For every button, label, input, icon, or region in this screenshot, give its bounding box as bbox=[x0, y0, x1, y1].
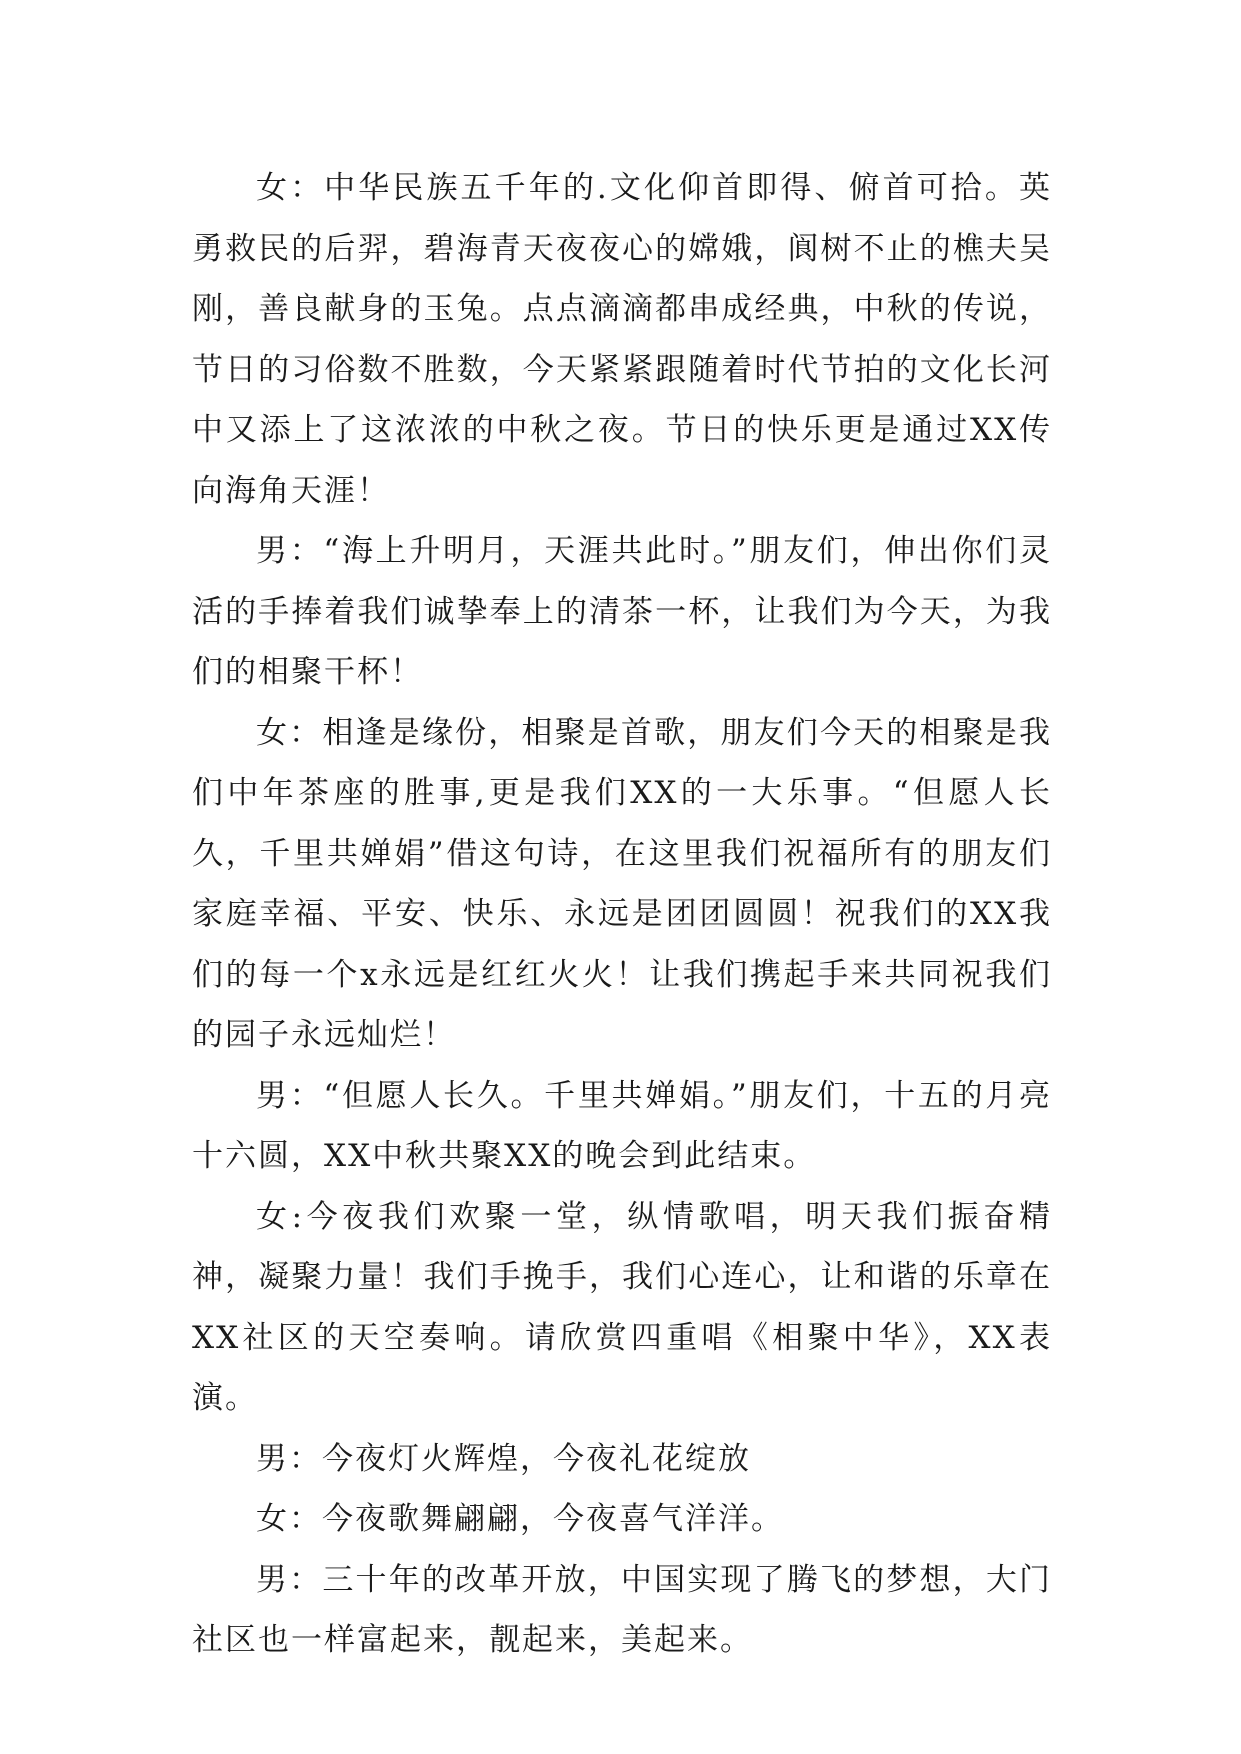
paragraph-8: 男：三十年的改革开放，中国实现了腾飞的梦想，大门社区也一样富起来，靓起来，美起来。 bbox=[192, 1561, 1052, 1658]
paragraph-6: 男：今夜灯火辉煌，今夜礼花绽放 bbox=[256, 1440, 751, 1477]
paragraph-1: 女：中华民族五千年的.文化仰首即得、俯首可拾。英勇救民的后羿，碧海青天夜夜心的嫦娥，阆树不止的樵夫吴刚，善良献身的玉兔。点点滴滴都串成经典，中秋的传说，节日的习俗数不胜数，今天紧紧跟随着时代节拍的文化长河中又添上了这浓浓的中秋之夜。节日的快乐更是通过XX传向海角天涯！ bbox=[192, 170, 1052, 509]
paragraph-5: 女:今夜我们欢聚一堂，纵情歌唱，明天我们振奋精神，凝聚力量！我们手挽手，我们心连心，让和谐的乐章在XX社区的天空奏响。请欣赏四重唱《相聚中华》，XX表演。 bbox=[192, 1198, 1052, 1416]
document-body bbox=[192, 158, 1052, 1671]
paragraph-4: 男：“但愿人长久。千里共婵娟。”朋友们，十五的月亮十六圆，XX中秋共聚XX的晚会到此结束。 bbox=[192, 1077, 1052, 1174]
paragraph-2: 男：“海上升明月，天涯共此时。”朋友们，伸出你们灵活的手捧着我们诚挚奉上的清茶一杯，让我们为今天，为我们的相聚干杯！ bbox=[192, 533, 1052, 690]
paragraph-7: 女：今夜歌舞翩翩，今夜喜气洋洋。 bbox=[256, 1501, 784, 1537]
paragraph-3: 女：相逢是缘份，相聚是首歌，朋友们今天的相聚是我们中年茶座的胜事,更是我们XX的一大乐事。“但愿人长久，千里共婵娟”借这句诗，在这里我们祝福所有的朋友们家庭幸福、平安、快乐、永远是团团圆圆！祝我们的XX我们的每一个x永远是红红火火！让我们携起手来共同祝我们的园子永远灿烂！ bbox=[192, 714, 1052, 1053]
